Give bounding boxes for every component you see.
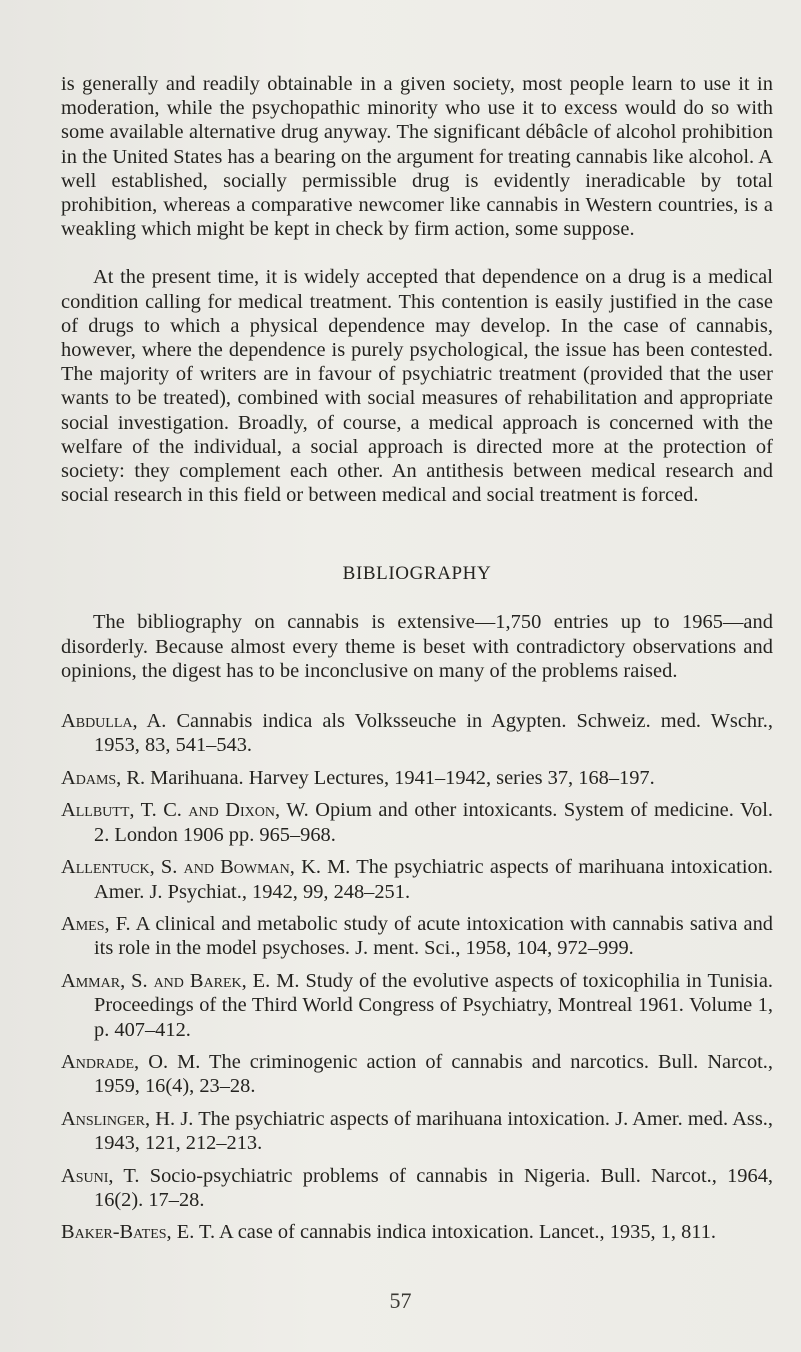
reference-entry — [61, 855, 773, 904]
reference-entry — [61, 969, 773, 1042]
bibliography-heading: BIBLIOGRAPHY — [342, 563, 492, 585]
reference-authors: Asuni, T. — [61, 1164, 140, 1187]
reference-authors: Adams, R. — [61, 766, 146, 789]
reference-list — [61, 709, 773, 1245]
reference-details: Cannabis indica als Volksseuche in Agypten. Schweiz. med. Wschr., 1953, 83, 541–543. — [94, 710, 773, 757]
reference-authors: Baker-Bates, E. T. — [61, 1221, 216, 1244]
reference-details: Socio-psychiatric problems of cannabis in Nigeria. Bull. Narcot., 1964, 16(2). 17–28. — [94, 1164, 773, 1211]
reference-entry — [61, 912, 773, 961]
reference-authors: Allentuck, S. and Bowman, K. M. — [61, 856, 351, 879]
reference-entry — [61, 766, 773, 790]
page-number: 57 — [389, 1288, 412, 1313]
reference-details: The psychiatric aspects of marihuana intoxication. J. Amer. med. Ass., 1943, 121, 212–213. — [94, 1107, 773, 1155]
reference-authors: Ammar, S. and Barek, E. M. — [61, 969, 300, 992]
body-paragraph-2: At the present time, it is widely accepted that dependence on a drug is a medical condition calling for medical treatment. This contention is easily justified in the case of drugs to which a physical dependence may develop. In the case of cannabis, however, where the dependence is purely psychological, the issue has been contested. The majority of writers are in favour of psychiatric treatment (provided that the user wants to be treated), combined with social measures of rehabilitation and appropriate social investigation. Broadly, of course, a medical approach is concerned with the welfare of the individual, a social approach is directed more at the protection of society: they complement each other. An antithesis between medical research and social research in this field or between medical and social treatment is forced. — [61, 266, 773, 507]
reference-entry — [61, 1164, 773, 1213]
reference-authors: Allbutt, T. C. and Dixon, W. — [61, 799, 309, 822]
reference-authors: Andrade, O. M. — [61, 1050, 201, 1073]
bibliography-intro: The bibliography on cannabis is extensive—1,750 entries up to 1965—and disorderly. Because almost every theme is beset with contradictory observations and opinions, the digest has to be inconclusive on many of the problems raised. — [61, 611, 773, 682]
reference-details: The criminogenic action of cannabis and narcotics. Bull. Narcot., 1959, 16(4), 23–28. — [94, 1050, 774, 1098]
reference-details: A clinical and metabolic study of acute intoxication with cannabis sativa and its role in the model psychoses. J. ment. Sci., 1958, 104, 972–999. — [94, 912, 773, 960]
reference-details: Marihuana. Harvey Lectures, 1941–1942, series 37, 168–197. — [145, 766, 655, 789]
reference-authors: Abdulla, A. — [61, 710, 167, 733]
reference-details: The psychiatric aspects of marihuana intoxication. Amer. J. Psychiat., 1942, 99, 248–251. — [94, 856, 773, 903]
reference-entry — [61, 798, 773, 847]
reference-details: Opium and other intoxicants. System of medicine. Vol. 2. London 1906 pp. 965–968. — [94, 799, 773, 846]
reference-entry — [61, 709, 773, 758]
reference-entry — [61, 1050, 773, 1099]
reference-entry — [61, 1107, 773, 1156]
reference-details: A case of cannabis indica intoxication. Lancet., 1935, 1, 811. — [215, 1221, 717, 1244]
reference-details: Study of the evolutive aspects of toxicophilia in Tunisia. Proceedings of the Third World Congress of Psychiatry, Montreal 1961. Volume 1, p. 407–412. — [94, 969, 773, 1041]
reference-entry — [61, 1220, 773, 1244]
reference-authors: Ames, F. — [61, 912, 131, 935]
reference-authors: Anslinger, H. J. — [61, 1107, 194, 1130]
body-paragraph-1: is generally and readily obtainable in a given society, most people learn to use it in moderation, while the psychopathic minority who use it to excess would do so with some available alternative drug anyway. The significant débâcle of alcohol prohibition in the United States has a bearing on the argument for treating cannabis like alcohol. A well established, socially permissible drug is evidently ineradicable by total prohibition, whereas a comparative newcomer like cannabis in Western countries, is a weakling which might be kept in check by firm action, some suppose. — [61, 73, 773, 241]
